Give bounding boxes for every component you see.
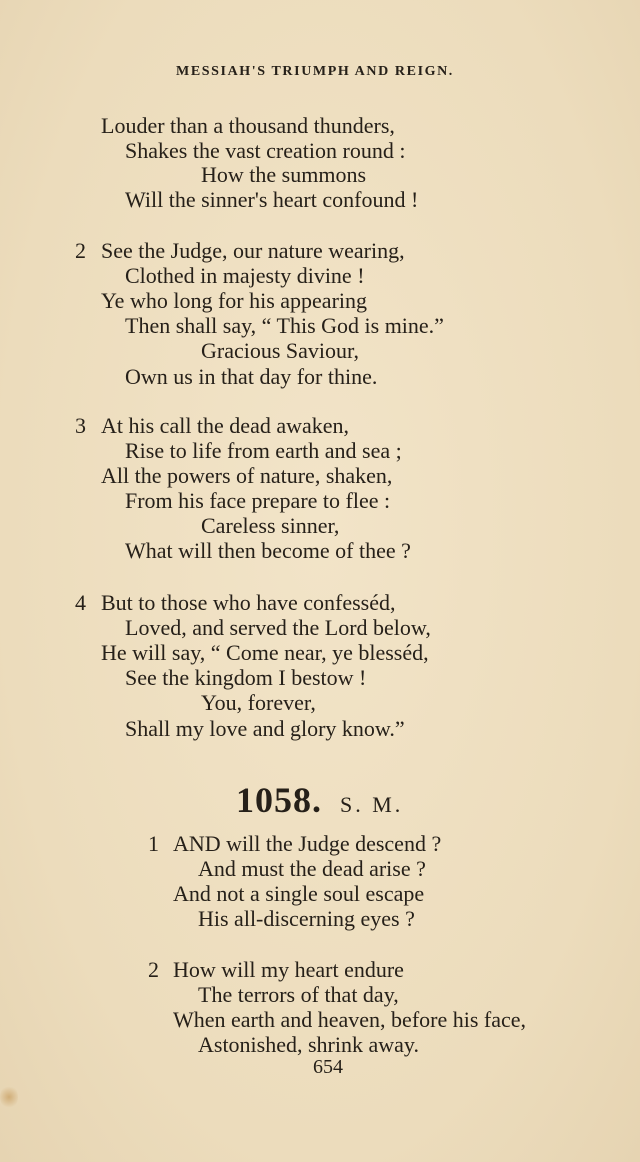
stanza-line: You, forever, xyxy=(201,690,316,715)
stanza-line: How will my heart endure xyxy=(173,957,404,982)
stanza-line: Will the sinner's heart confound ! xyxy=(125,187,419,212)
stanza-line: The terrors of that day, xyxy=(198,982,399,1007)
hymn-meter: S. M. xyxy=(340,792,404,817)
stanza-line: All the powers of nature, shaken, xyxy=(101,463,393,488)
stanza-number: 4 xyxy=(75,590,86,615)
stanza-line: Ye who long for his appearing xyxy=(101,288,368,313)
stanza-line: From his face prepare to flee : xyxy=(125,488,391,513)
stanza-number: 3 xyxy=(75,413,86,438)
stanza-number: 2 xyxy=(148,957,159,982)
stanza-line: At his call the dead awaken, xyxy=(101,413,350,438)
stanza-line: See the kingdom I bestow ! xyxy=(125,665,367,690)
stanza-line: How the summons xyxy=(201,162,366,187)
stanza-line: His all-discerning eyes ? xyxy=(198,906,415,931)
stanza-line: See the Judge, our nature wearing, xyxy=(101,238,405,263)
stanza-line: Shall my love and glory know.” xyxy=(125,716,405,741)
stanza-number: 1 xyxy=(148,831,159,856)
stanza-line: But to those who have confesséd, xyxy=(101,590,396,615)
stanza-line: Astonished, shrink away. xyxy=(198,1032,419,1057)
running-head: MESSIAH'S TRIUMPH AND REIGN. xyxy=(176,64,454,79)
stanza-line: Rise to life from earth and sea ; xyxy=(125,438,402,463)
stanza-line: Own us in that day for thine. xyxy=(125,364,378,389)
stanza-line: He will say, “ Come near, ye blesséd, xyxy=(101,640,429,665)
stanza-line: Louder than a thousand thunders, xyxy=(101,113,395,138)
stanza-number: 2 xyxy=(75,238,86,263)
stanza-line: Gracious Saviour, xyxy=(201,338,359,363)
stanza-line: And must the dead arise ? xyxy=(198,856,426,881)
stanza-line: Clothed in majesty divine ! xyxy=(125,263,365,288)
hymn-number: 1058. xyxy=(236,780,322,820)
paper-stain xyxy=(0,1085,18,1109)
stanza-line: AND will the Judge descend ? xyxy=(173,831,442,856)
stanza-line: Loved, and served the Lord below, xyxy=(125,615,431,640)
hymn-heading xyxy=(236,779,403,821)
stanza-line: Shakes the vast creation round : xyxy=(125,138,406,163)
page-number: 654 xyxy=(313,1056,343,1078)
stanza-line: Careless sinner, xyxy=(201,513,340,538)
stanza-line: And not a single soul escape xyxy=(173,881,425,906)
stanza-line: What will then become of thee ? xyxy=(125,538,411,563)
stanza-line: Then shall say, “ This God is mine.” xyxy=(125,313,444,338)
stanza-line: When earth and heaven, before his face, xyxy=(173,1007,527,1032)
